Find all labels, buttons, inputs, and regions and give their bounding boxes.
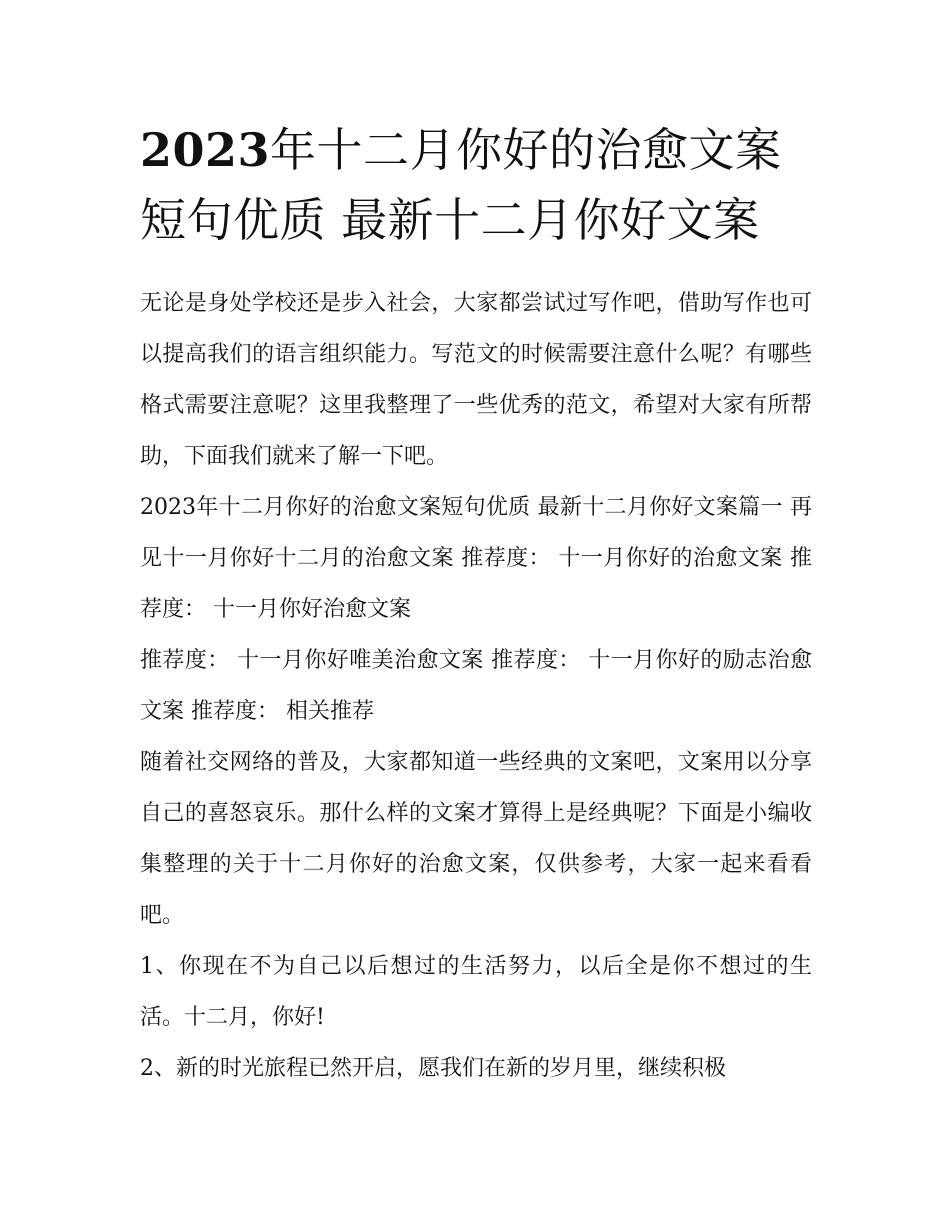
list-item-2: 2、新的时光旅程已然开启，愿我们在新的岁月里，继续积极 (140, 1056, 726, 1081)
list-item-1: 1、你现在不为自己以后想过的生活努力，以后全是你不想过的生活。十二月，你好! (140, 954, 812, 1030)
paragraph-preface: 随着社交网络的普及，大家都知道一些经典的文案吧，文案用以分享自己的喜怒哀乐。那什么样的文案才算得上是经典呢？下面是小编收集整理的关于十二月你好的治愈文案，仅供参考，大家一起来看看吧。 (140, 750, 812, 928)
document-body (140, 278, 812, 1094)
paragraph-intro: 无论是身处学校还是步入社会，大家都尝试过写作吧，借助写作也可以提高我们的语言组织能力。写范文的时候需要注意什么呢？有哪些格式需要注意呢？这里我整理了一些优秀的范文，希望对大家有所帮助，下面我们就来了解一下吧。 (140, 291, 812, 469)
paragraph-article-list: 2023年十二月你好的治愈文案短句优质 最新十二月你好文案篇一 再见十一月你好十二月的治愈文案 推荐度： 十一月你好的治愈文案 推荐度： 十一月你好治愈文案 (140, 495, 812, 622)
title-text: 年十二月你好的治愈文案短句优质 最新十二月你好文案 (140, 123, 782, 247)
title-year: 2023 (140, 123, 271, 177)
paragraph-recommendations: 推荐度： 十一月你好唯美治愈文案 推荐度： 十一月你好的励志治愈文案 推荐度： 相关推荐 (140, 648, 812, 724)
document-title (140, 115, 820, 255)
